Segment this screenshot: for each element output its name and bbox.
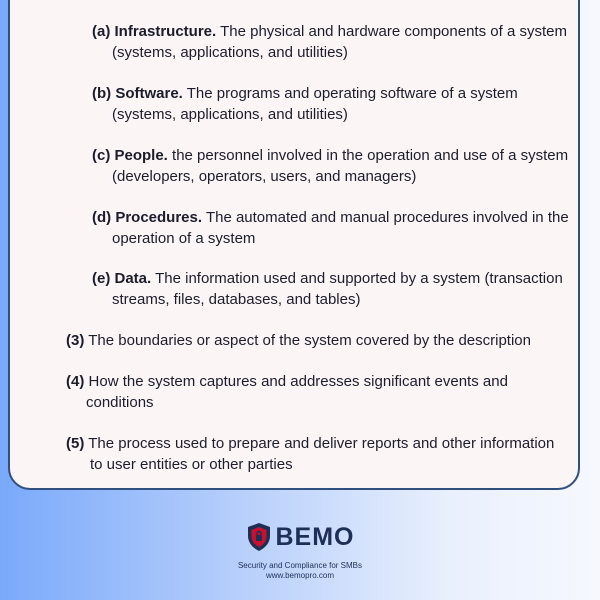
item-continuation: (systems, applications, and utilities) (112, 43, 348, 61)
point-5 (66, 434, 566, 475)
item-continuation: operation of a system (112, 229, 256, 247)
item-label: (c) People. (92, 147, 168, 164)
item-text: the personnel involved in the operation and use of a system (172, 147, 569, 164)
point-continuation: to user entities or other parties (90, 455, 293, 473)
point-text: The process used to prepare and deliver reports and other information (88, 435, 555, 452)
list-item-data (92, 269, 582, 310)
item-text: The physical and hardware components of a system (220, 23, 567, 40)
point-label: (3) (66, 332, 85, 349)
point-text: How the system captures and addresses significant events and (88, 373, 508, 390)
tagline: Security and Compliance for SMBs (237, 561, 363, 570)
item-text: The automated and manual procedures involved in the (205, 209, 569, 226)
item-continuation: streams, files, databases, and tables) (112, 290, 361, 308)
item-label: (d) Procedures. (92, 209, 203, 226)
list-item-infrastructure (92, 22, 582, 63)
item-label: (a) Infrastructure. (92, 23, 217, 40)
item-continuation: (systems, applications, and utilities) (112, 105, 348, 123)
item-label: (e) Data. (92, 270, 152, 287)
point-label: (4) (66, 373, 85, 390)
list-item-procedures (92, 208, 582, 249)
list-item-software (92, 84, 582, 125)
brand-name: BEMO (275, 522, 355, 551)
point-4 (66, 372, 566, 413)
footer-branding (0, 522, 600, 581)
item-continuation: (developers, operators, users, and managers) (112, 167, 417, 185)
item-text: The information used and supported by a system (transaction (155, 270, 563, 287)
item-label: (b) Software. (92, 85, 183, 102)
point-label: (5) (66, 435, 85, 452)
shield-icon (246, 522, 272, 552)
list-item-people (92, 146, 582, 187)
item-text: The programs and operating software of a system (186, 85, 518, 102)
point-text: The boundaries or aspect of the system covered by the description (88, 332, 531, 349)
bemo-logo (246, 522, 355, 552)
point-3 (66, 331, 566, 352)
website-link[interactable]: www.bemopro.com (265, 571, 335, 580)
point-continuation: conditions (86, 393, 154, 411)
